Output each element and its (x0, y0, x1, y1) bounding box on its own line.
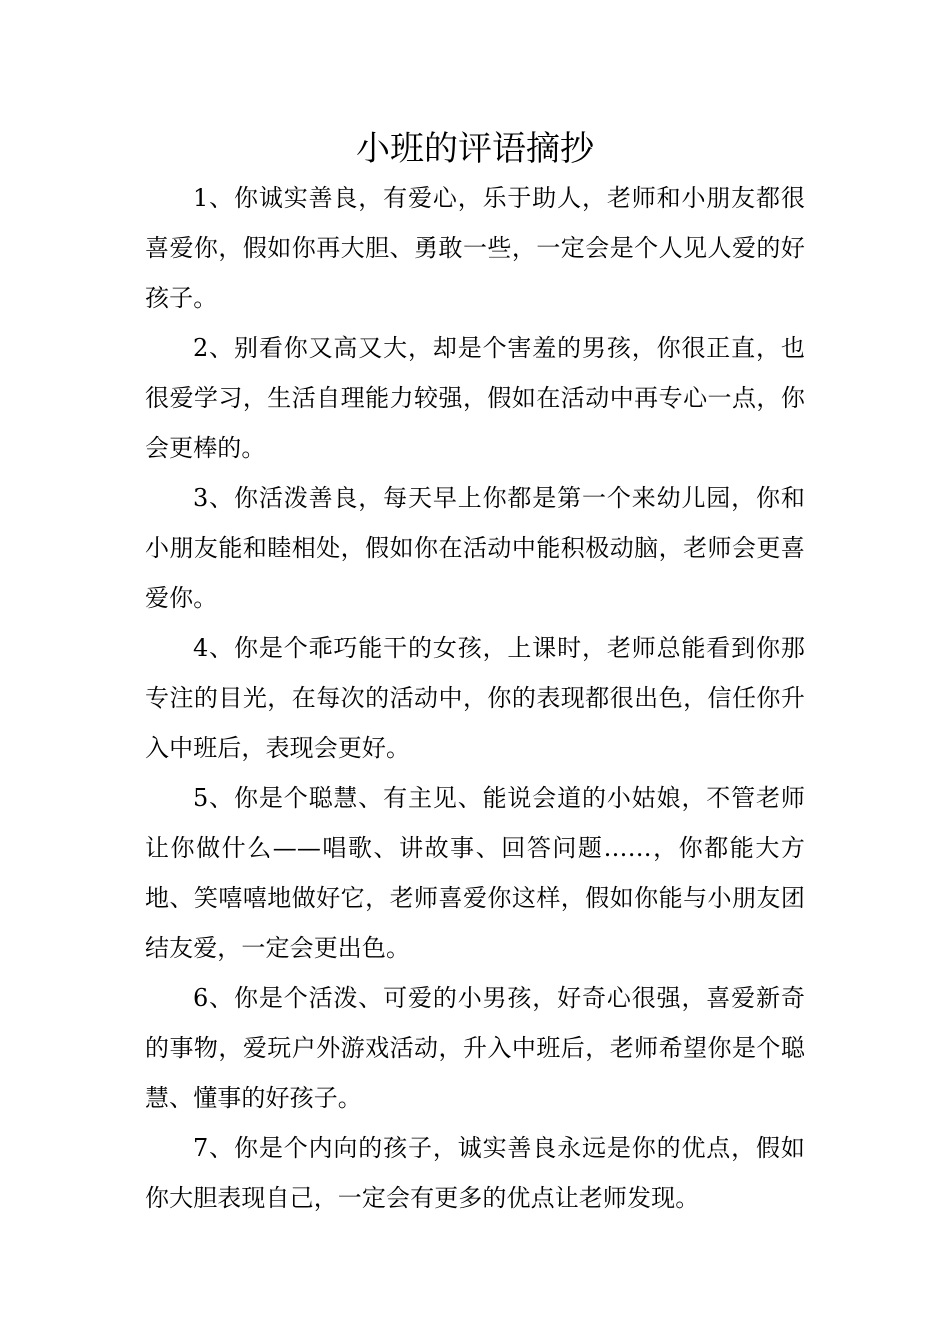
paragraph-7: 7、你是个内向的孩子，诚实善良永远是你的优点，假如你大胆表现自己，一定会有更多的优点让老师发现。 (145, 1134, 805, 1212)
paragraph-2: 2、别看你又高又大，却是个害羞的男孩，你很正直，也很爱学习，生活自理能力较强，假如在活动中再专心一点，你会更棒的。 (145, 334, 805, 462)
paragraph-1: 1、你诚实善良，有爱心，乐于助人，老师和小朋友都很喜爱你，假如你再大胆、勇敢一些，一定会是个人见人爱的好孩子。 (145, 184, 805, 312)
document-body (145, 173, 805, 1223)
paragraph-6: 6、你是个活泼、可爱的小男孩，好奇心很强，喜爱新奇的事物，爱玩户外游戏活动，升入中班后，老师希望你是个聪慧、懂事的好孩子。 (145, 984, 805, 1112)
paragraph-5: 5、你是个聪慧、有主见、能说会道的小姑娘，不管老师让你做什么——唱歌、讲故事、回答问题……，你都能大方地、笑嘻嘻地做好它，老师喜爱你这样，假如你能与小朋友团结友爱，一定会更出色。 (145, 784, 805, 962)
document-title: 小班的评语摘抄 (356, 129, 594, 169)
paragraph-4: 4、你是个乖巧能干的女孩，上课时，老师总能看到你那专注的目光，在每次的活动中，你的表现都很出色，信任你升入中班后，表现会更好。 (145, 634, 805, 762)
paragraph-3: 3、你活泼善良，每天早上你都是第一个来幼儿园，你和小朋友能和睦相处，假如你在活动中能积极动脑，老师会更喜爱你。 (145, 484, 805, 612)
